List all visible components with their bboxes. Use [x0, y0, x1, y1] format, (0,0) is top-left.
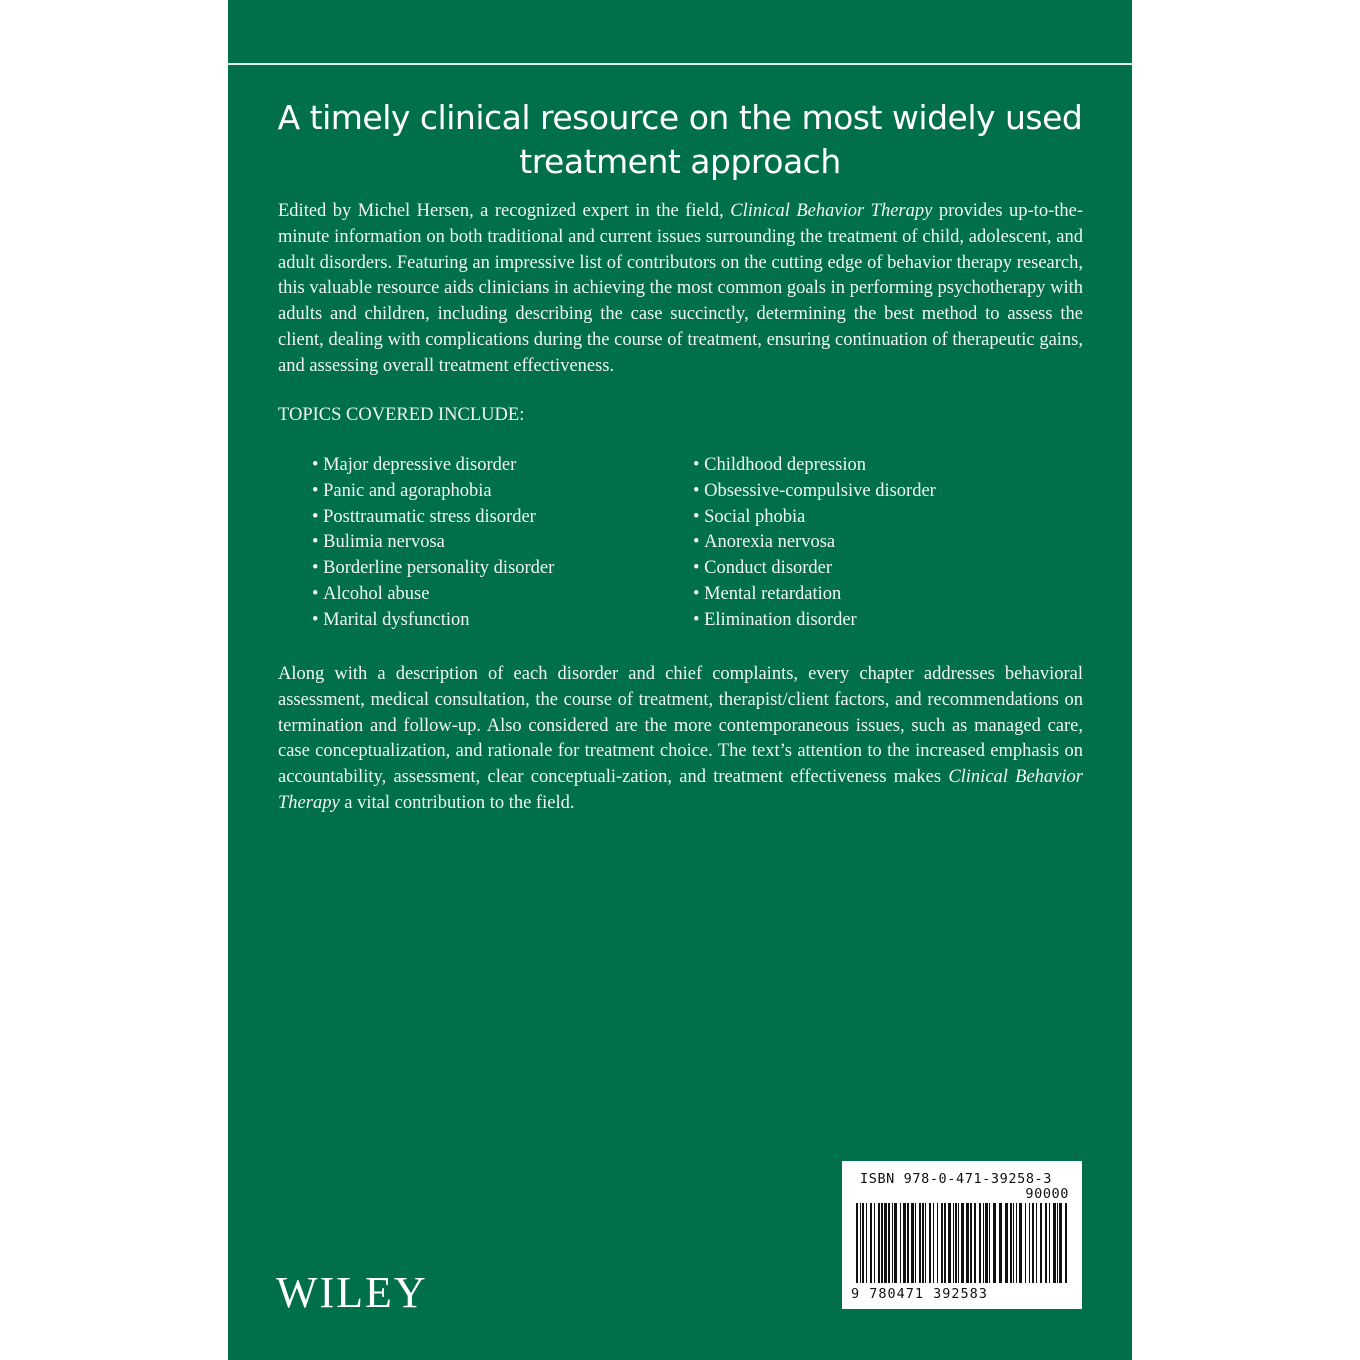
topic-item: • Anorexia nervosa [693, 530, 936, 556]
topic-item: • Conduct disorder [693, 556, 936, 582]
topics-list-left [312, 453, 554, 634]
description-body: provides up-to-the-minute information on both traditional and current issues surrounding the treatment of child, adolescent, and adult disorders. Featuring an impressive list of contributors on the cutting edge of behavior therapy research, this valuable resource aids clinicians in achieving the most common goals in performing psychotherapy with adults and children, including describing the case succinctly, determining the best method to assess the client, dealing with complications during the course of treatment, ensuring continuation of therapeutic gains, and assessing overall treatment effectiveness. [278, 201, 1083, 376]
summary-text: Along with a description of each disorder and chief complaints, every chapter addresses behavioral assessment, medical consultation, the course of treatment, therapist/client factors, and recommendations on termination and follow-up. Also considered are the more contemporaneous issues, such as managed care, case conceptualization, and rationale for treatment choice. The text’s attention to the increased emphasis on accountability, assessment, clear conceptuali-zation, and treatment effectiveness makes [278, 664, 1083, 788]
description-intro: Edited by Michel Hersen, a recognized expert in the field, [278, 201, 731, 221]
isbn-barcode [842, 1161, 1082, 1309]
publisher-logo: WILEY [276, 1268, 428, 1317]
barcode-number: 9 780471 392583 [851, 1286, 988, 1302]
barcode-bars-icon [856, 1203, 1070, 1287]
book-title-italic: Clinical Behavior Therapy [730, 201, 933, 221]
topic-item: • Obsessive-compulsive disorder [693, 479, 936, 505]
topic-item: • Major depressive disorder [312, 453, 554, 479]
back-cover [228, 0, 1132, 1360]
description-paragraph [278, 199, 1083, 380]
topic-item: • Childhood depression [693, 453, 936, 479]
topics-heading: TOPICS COVERED INCLUDE: [278, 405, 525, 425]
summary-paragraph [278, 662, 1083, 817]
topic-item: • Panic and agoraphobia [312, 479, 554, 505]
isbn-label: ISBN 978-0-471-39258-3 [860, 1171, 1053, 1187]
topic-item: • Mental retardation [693, 582, 936, 608]
topic-item: • Borderline personality disorder [312, 556, 554, 582]
price-code: 90000 [1025, 1186, 1069, 1202]
topic-item: • Elimination disorder [693, 608, 936, 634]
book-title-italic: Clinical Behavior Therapy [278, 767, 1083, 813]
cover-headline: A timely clinical resource on the most widely used treatment approach [277, 98, 1083, 181]
topic-item: • Social phobia [693, 505, 936, 531]
top-divider [228, 63, 1132, 65]
topic-item: • Alcohol abuse [312, 582, 554, 608]
topic-item: • Posttraumatic stress disorder [312, 505, 554, 531]
topic-item: • Bulimia nervosa [312, 530, 554, 556]
topic-item: • Marital dysfunction [312, 608, 554, 634]
summary-closing: a vital contribution to the field. [339, 792, 575, 813]
topics-list-right [693, 453, 936, 634]
